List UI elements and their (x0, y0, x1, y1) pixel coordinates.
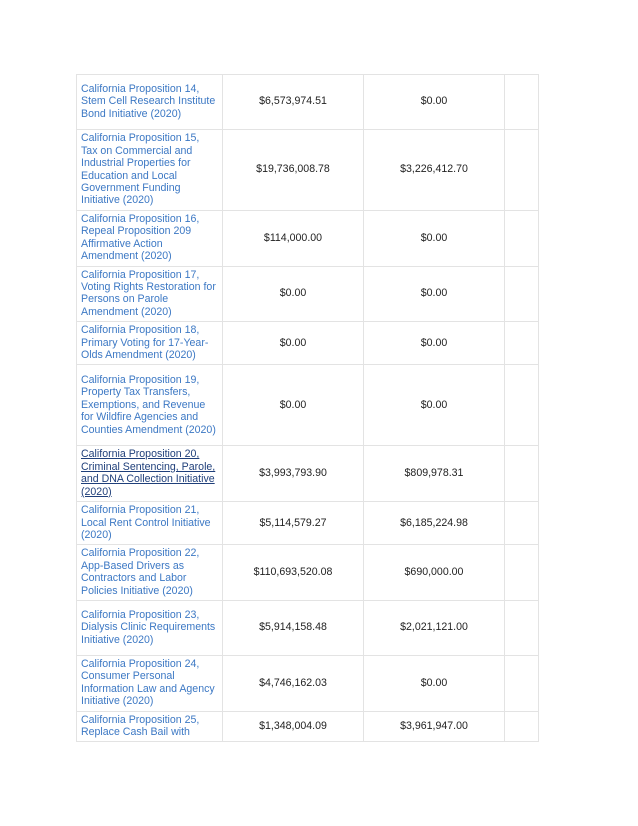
empty-cell (505, 365, 539, 446)
support-amount: $4,746,162.03 (223, 655, 364, 711)
measure-link[interactable]: California Proposition 19, Property Tax Transfers, Exemptions, and Revenue for Wildfire Agencies and Counties Amendment (2020) (77, 365, 223, 446)
support-amount: $5,114,579.27 (223, 502, 364, 545)
oppose-amount: $0.00 (364, 322, 505, 365)
oppose-amount: $0.00 (364, 365, 505, 446)
support-amount: $0.00 (223, 322, 364, 365)
table-row (77, 446, 539, 502)
table-row (77, 322, 539, 365)
measure-link[interactable]: California Proposition 22, App-Based Drivers as Contractors and Labor Policies Initiative (2020) (77, 545, 223, 601)
oppose-amount: $690,000.00 (364, 545, 505, 601)
measure-link[interactable]: California Proposition 21, Local Rent Control Initiative (2020) (77, 502, 223, 545)
oppose-amount: $3,961,947.00 (364, 711, 505, 742)
table-row (77, 655, 539, 711)
empty-cell (505, 75, 539, 130)
table-row (77, 545, 539, 601)
measure-link[interactable]: California Proposition 24, Consumer Personal Information Law and Agency Initiative (2020) (77, 655, 223, 711)
support-amount: $1,348,004.09 (223, 711, 364, 742)
measure-link[interactable]: California Proposition 15, Tax on Commercial and Industrial Properties for Education and Local Government Funding Initiative (2020) (77, 130, 223, 211)
empty-cell (505, 446, 539, 502)
table-row (77, 211, 539, 267)
support-amount: $110,693,520.08 (223, 545, 364, 601)
oppose-amount: $809,978.31 (364, 446, 505, 502)
table-row (77, 130, 539, 211)
measure-link[interactable]: California Proposition 16, Repeal Proposition 209 Affirmative Action Amendment (2020) (77, 211, 223, 267)
measure-link[interactable]: California Proposition 18, Primary Voting for 17-Year-Olds Amendment (2020) (77, 322, 223, 365)
measure-link[interactable]: California Proposition 20, Criminal Sentencing, Parole, and DNA Collection Initiative (2020) (77, 446, 223, 502)
measure-link[interactable]: California Proposition 14, Stem Cell Research Institute Bond Initiative (2020) (77, 75, 223, 130)
table-row (77, 75, 539, 130)
empty-cell (505, 322, 539, 365)
measure-link[interactable]: California Proposition 23, Dialysis Clinic Requirements Initiative (2020) (77, 600, 223, 655)
empty-cell (505, 600, 539, 655)
empty-cell (505, 266, 539, 322)
oppose-amount: $2,021,121.00 (364, 600, 505, 655)
ballot-measure-finance-table (76, 74, 539, 742)
empty-cell (505, 130, 539, 211)
table-row (77, 711, 539, 742)
support-amount: $3,993,793.90 (223, 446, 364, 502)
table-row (77, 502, 539, 545)
measure-link[interactable]: California Proposition 25, Replace Cash Bail with (77, 711, 223, 742)
support-amount: $19,736,008.78 (223, 130, 364, 211)
empty-cell (505, 211, 539, 267)
empty-cell (505, 545, 539, 601)
support-amount: $6,573,974.51 (223, 75, 364, 130)
table-row (77, 266, 539, 322)
oppose-amount: $3,226,412.70 (364, 130, 505, 211)
empty-cell (505, 711, 539, 742)
oppose-amount: $0.00 (364, 655, 505, 711)
oppose-amount: $0.00 (364, 211, 505, 267)
empty-cell (505, 655, 539, 711)
support-amount: $0.00 (223, 365, 364, 446)
table-row (77, 365, 539, 446)
support-amount: $114,000.00 (223, 211, 364, 267)
support-amount: $0.00 (223, 266, 364, 322)
support-amount: $5,914,158.48 (223, 600, 364, 655)
oppose-amount: $0.00 (364, 75, 505, 130)
table-row (77, 600, 539, 655)
measure-link[interactable]: California Proposition 17, Voting Rights Restoration for Persons on Parole Amendment (2020) (77, 266, 223, 322)
empty-cell (505, 502, 539, 545)
oppose-amount: $0.00 (364, 266, 505, 322)
oppose-amount: $6,185,224.98 (364, 502, 505, 545)
